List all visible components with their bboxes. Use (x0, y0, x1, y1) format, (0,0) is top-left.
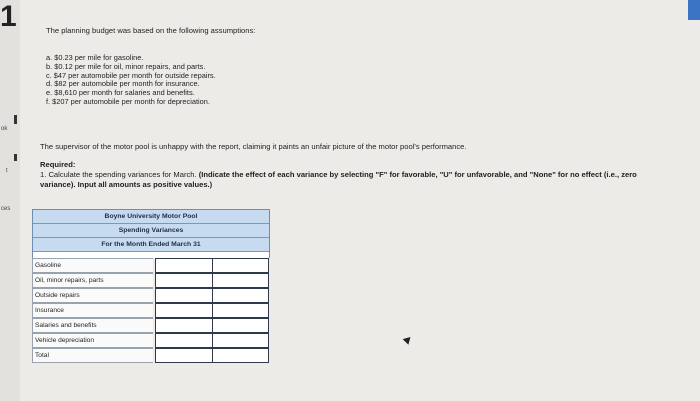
supervisor-statement: The supervisor of the motor pool is unhappy with the report, claiming it paints an unfair picture of the motor pool's performance. (40, 142, 467, 151)
assumption-item: d. $82 per automobile per month for insurance. (46, 79, 200, 89)
depreciation-effect-select[interactable] (213, 333, 269, 348)
oil-amount-input[interactable] (155, 273, 213, 288)
table-row (32, 258, 270, 273)
assumption-item: c. $47 per automobile per month for outside repairs. (46, 70, 216, 80)
report-title: Boyne University Motor Pool (33, 210, 269, 224)
table-row (32, 303, 270, 318)
sidebar-label-t: t (6, 168, 8, 174)
report-period: For the Month Ended March 31 (33, 238, 269, 252)
oil-effect-select[interactable] (213, 273, 269, 288)
row-label-outside-repairs: Outside repairs (32, 288, 153, 303)
assumptions-list (46, 54, 216, 107)
table-row (32, 333, 270, 348)
salaries-amount-input[interactable] (155, 318, 213, 333)
assumption-item: a. $0.23 per mile for gasoline. (46, 53, 144, 62)
sidebar-label-ok: ok (1, 126, 8, 132)
spending-variances-report (32, 209, 270, 363)
mouse-cursor-icon (403, 334, 414, 345)
table-row (32, 288, 270, 303)
assumption-item: e. $8,610 per month for salaries and benefits. (46, 88, 195, 98)
report-header (32, 209, 270, 252)
assumptions-intro: The planning budget was based on the following assumptions: (46, 26, 256, 35)
gasoline-amount-input[interactable] (155, 258, 213, 273)
insurance-effect-select[interactable] (213, 303, 269, 318)
total-amount-input[interactable] (155, 348, 213, 363)
sidebar-label-ces: ces (1, 206, 11, 212)
total-effect-select[interactable] (213, 348, 269, 363)
report-subtitle: Spending Variances (33, 224, 269, 238)
required-instructions (40, 170, 650, 190)
row-label-salaries: Salaries and benefits (32, 318, 153, 333)
outside-repairs-amount-input[interactable] (155, 288, 213, 303)
row-label-gasoline: Gasoline (32, 258, 153, 273)
table-row (32, 273, 270, 288)
row-label-insurance: Insurance (32, 303, 153, 318)
row-label-depreciation: Vehicle depreciation (32, 333, 153, 348)
assumption-item: f. $207 per automobile per month for depreciation. (46, 96, 210, 106)
question-number: 1 (0, 0, 17, 33)
table-row (32, 318, 270, 333)
assumption-item: b. $0.12 per mile for oil, minor repairs, and parts. (46, 61, 206, 71)
depreciation-amount-input[interactable] (155, 333, 213, 348)
insurance-amount-input[interactable] (155, 303, 213, 318)
row-label-oil: Oil, minor repairs, parts (32, 273, 153, 288)
required-instruction-text: 1. Calculate the spending variances for March. (40, 170, 199, 179)
gasoline-effect-select[interactable] (213, 258, 269, 273)
outside-repairs-effect-select[interactable] (213, 288, 269, 303)
required-instruction-bold: (Indicate the effect of each variance by selecting "F" for favorable, "U" for unfavorable, and "None" for no effect (i.e., zero variance). Input all amounts as positive values.) (40, 170, 637, 189)
required-heading: Required: (40, 160, 76, 169)
row-label-total: Total (32, 348, 153, 363)
table-row (32, 348, 270, 363)
salaries-effect-select[interactable] (213, 318, 269, 333)
